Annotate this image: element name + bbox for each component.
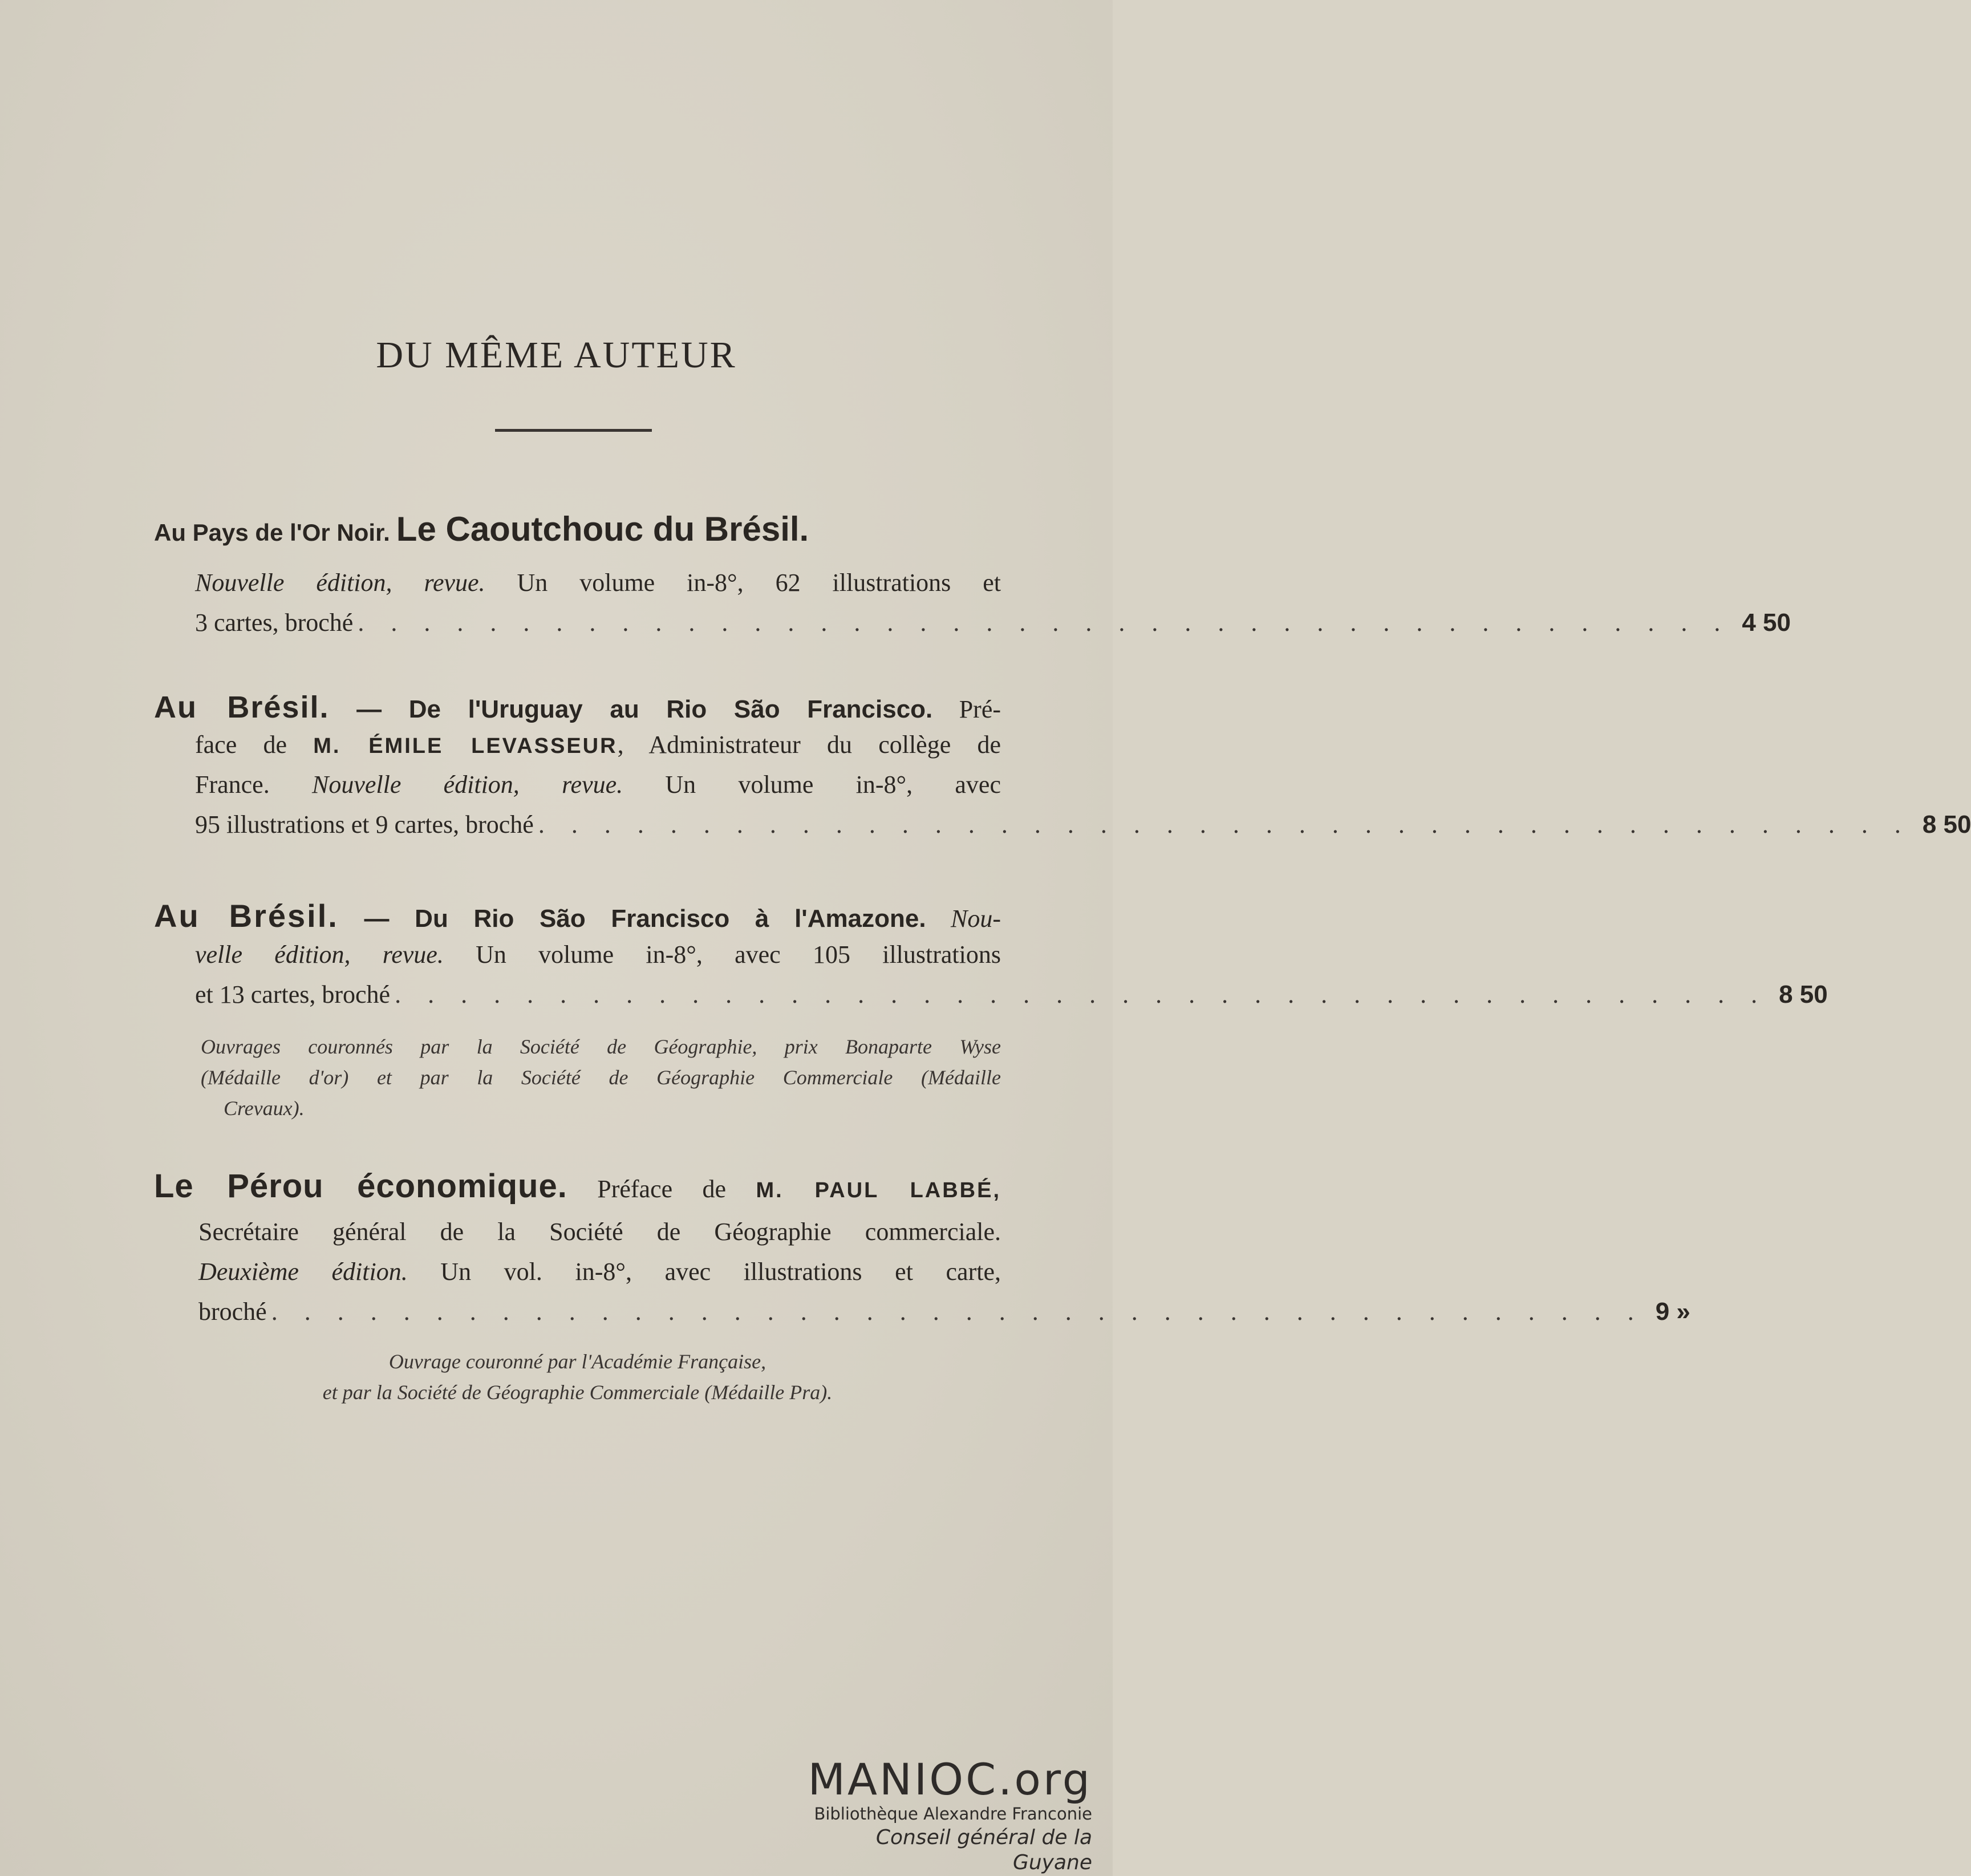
- author-name: M. PAUL LABBÉ,: [756, 1178, 1001, 1202]
- entry-title-lead: Au Pays de l'Or Noir.: [154, 519, 390, 546]
- entry-desc-line: Secrétaire général de la Société de Géographie commerciale.: [198, 1218, 1001, 1246]
- manioc-watermark: [796, 1754, 1092, 1875]
- author-name: M. ÉMILE LEVASSEUR: [313, 734, 618, 758]
- dot-leader: . . . . . . . . . . . . . . . . . . . . . . . . . . . . . . . . . . . . . . . . . .: [395, 980, 1768, 1008]
- entry-desc-line: velle édition, revue. Un volume in-8°, avec 105 illustrations: [195, 941, 1001, 969]
- entry-desc-line: face de M. ÉMILE LEVASSEUR, Administrateur du collège de: [195, 731, 1001, 759]
- manioc-council: Conseil général de la Guyane: [875, 1826, 1092, 1874]
- entry-desc-line: France. Nouvelle édition, revue. Un volume in-8°, avec: [195, 771, 1001, 799]
- entry-price-line: 95 illustrations et 9 cartes, broché . . . . . . . . . . . . . . . . . . . . . . . . . . . . . . . . . . . . . . . . . . 8 50: [195, 809, 1001, 841]
- heading-rule: [495, 429, 652, 432]
- entry-price-line: et 13 cartes, broché . . . . . . . . . . . . . . . . . . . . . . . . . . . . . . . . . . . . . . . . . . 8 50: [195, 979, 1001, 1011]
- entry-desc-line: Nouvelle édition, revue. Un volume in-8°, 62 illustrations et: [195, 569, 1001, 597]
- entry-price: 8 50: [1922, 811, 1971, 838]
- entry-price: 9 »: [1655, 1298, 1690, 1326]
- entry-title: Au Brésil.: [154, 690, 330, 724]
- dot-leader: . . . . . . . . . . . . . . . . . . . . . . . . . . . . . . . . . . . . . . . . . .: [358, 609, 1731, 637]
- entry-price-line: broché . . . . . . . . . . . . . . . . . . . . . . . . . . . . . . . . . . . . . . . . . . 9 »: [198, 1296, 1001, 1328]
- entry-title-line: Au Brésil. — Du Rio São Francisco à l'Amazone. Nou-: [154, 898, 1001, 934]
- entry-title: Le Pérou économique.: [154, 1168, 567, 1205]
- dot-leader: . . . . . . . . . . . . . . . . . . . . . . . . . . . . . . . . . . . . . . . . . .: [538, 811, 1911, 838]
- manioc-logo: MANIOC.org: [808, 1754, 1092, 1805]
- entry-title-line: [154, 510, 1001, 549]
- entry-title-line: Le Pérou économique. Préface de M. PAUL LABBÉ,: [154, 1168, 1001, 1205]
- entry-title: Au Brésil.: [154, 898, 339, 934]
- entry-price: 8 50: [1779, 980, 1828, 1008]
- page-heading: DU MÊME AUTEUR: [376, 334, 737, 376]
- entry-title: Le Caoutchouc du Brésil.: [396, 510, 809, 548]
- entry-title-line: Au Brésil. — De l'Uruguay au Rio São Francisco. Pré-: [154, 690, 1001, 724]
- entry-award-note: Ouvrage couronné par l'Académie Française, et par la Société de Géographie Commerciale (Médaille Pra).: [322, 1350, 833, 1404]
- dot-leader: . . . . . . . . . . . . . . . . . . . . . . . . . . . . . . . . . . . . . . . . . .: [271, 1298, 1644, 1326]
- entry-award-note-end: Crevaux).: [224, 1097, 305, 1120]
- entry-desc-line: Deuxième édition. Un vol. in-8°, avec illustrations et carte,: [198, 1258, 1001, 1286]
- entry-price-line: 3 cartes, broché . . . . . . . . . . . . . . . . . . . . . . . . . . . . . . . . . . . . . . . . . . 4 50: [195, 607, 1001, 639]
- entry-award-note: Ouvrages couronnés par la Société de Géographie, prix Bonaparte Wyse (Médaille d'or) et par la Société de Géographie Commerciale (Médaille: [201, 1035, 1001, 1089]
- manioc-library: Bibliothèque Alexandre Franconie: [814, 1804, 1092, 1824]
- entry-price: 4 50: [1742, 609, 1791, 637]
